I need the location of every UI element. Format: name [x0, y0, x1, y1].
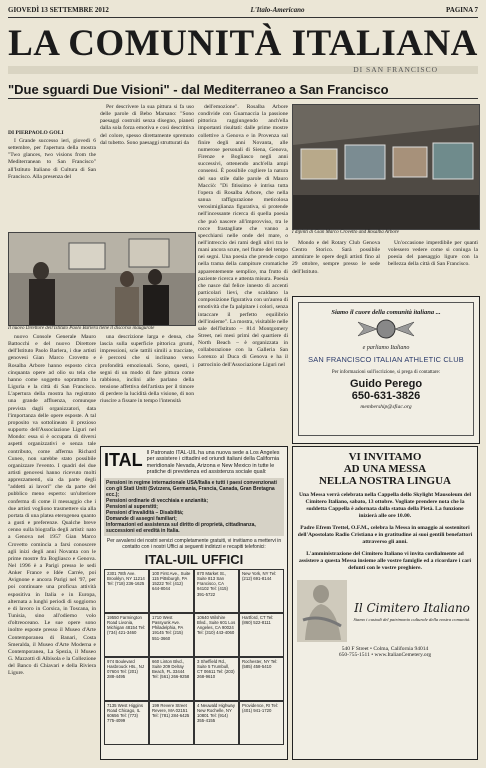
- header-rule: [8, 17, 478, 18]
- article-text: Per descrivere la sua pittura si fa uso delle parole di Bebo Marsano: "Sono paesaggi costruiti senza disegno, pianeti dalla sola forza emotiva e così descrittiva del colore, spesso direttamente spremuto dal tubetto. Sono paesaggi strutturati da: [100, 104, 194, 146]
- ital-bullet: Pensioni in regime internazionale USA/Italia e tutti i paesi convenzionati con gli Stati Uniti (Svizzera, Germania, Francia, Canada, Gran Bretagna ecc.);: [106, 480, 277, 499]
- article-byline: DI PIERPAOLO GOLI: [8, 130, 64, 136]
- article-column-3: [198, 104, 288, 442]
- mass-title-1: VI INVITAMO: [348, 451, 422, 463]
- ital-offices-title: ITAL-UIL UFFICI: [144, 552, 244, 568]
- mass-title-3: NELLA NOSTRA LINGUA: [318, 475, 452, 487]
- headline-rule: [8, 98, 478, 99]
- cemetery-address: 540 F Street • Colma, California 94014: [341, 646, 429, 652]
- cemetery-logo-block: [351, 601, 473, 622]
- athletic-club-frame: [298, 302, 474, 436]
- article-text: una descrizione larga e densa, che lascia sulla superficie pittorica grumi, impressioni, scie tattili simili a tracciate, è percorsi che si inclinano verso profondità emozionali. Sono, questi, i segni di un modo di fare pittura come rabbioso, inclini alle parlano della tensione affettiva dell'artista per il timore di perdere la lucidità della visione, di non riuscire a fissare in tempo l'intensità: [100, 334, 194, 405]
- photo-caption-2: I dipinti di Gian Marco Crovetto and Rosalba Arbore: [292, 230, 399, 235]
- article-text: I Grande successo ieri, giovedì 6 settembre, per l'apertura della mostra "Two glances, two visions from the Mediterranean to San Francisco" all'Istituto Italiano di Cultura di San Francisco. Alla presenza del: [8, 138, 96, 180]
- mass-paragraph-2: Padre Efrem Trettel, O.F.M., celebra la Messa in omaggio ai sostenitori dell'Apostolato Radio Cristiana e in gratitudine ai suoi gentili benefattori attraverso gli anni.: [297, 525, 473, 545]
- article-column-4: [292, 240, 380, 290]
- article-column-1-continued: [8, 334, 96, 744]
- ital-intro: Il Patronato ITAL-UIL ha una nuova sede a Los Angeles per assistere i cittadini ed oriundi italiani della California meridionale Nevada, Arizona e New Mexico in tutte le pratiche di previdenza ed assistenza sociale quali:: [146, 450, 280, 475]
- office-cell: New York, NY Tel: (212) 691-8144: [239, 569, 284, 613]
- club-contact-info: Per informazioni sull'iscrizione, si prega di contattare:: [331, 370, 441, 375]
- office-cell: 3 Sheffield Rd., Suite 5 Trumbull, CT 06611 Tel: (203) 268-9610: [194, 657, 239, 701]
- photo-caption-1: Il nuovo Direttore dell'Istituto Paolo Barlera tiene il discorso inaugurale: [8, 326, 155, 331]
- ital-bullet: Domande di assegni familiari;: [106, 516, 177, 523]
- ital-bullet: Informazioni ed assistenza sul diritto di proprietà, cittadinanza, successioni ed eredità in Italia.: [106, 522, 256, 535]
- article-column-5: [388, 240, 478, 290]
- office-cell: Rochester, NY Tel: (585) 458-5410: [239, 657, 284, 701]
- office-cell: 100 First Ave., Suite 115 Pittsburgh, PA 15222 Tel: (412) 644-8044: [149, 569, 194, 613]
- cemetery-logo: Il Cimitero Italiano: [354, 600, 470, 615]
- inauguration-photo-image: [9, 233, 195, 325]
- ital-bullet: Pensioni ai superstiti;: [106, 504, 158, 511]
- article-text: dell'emozione". Rosalba Arbore condivide con Guarnaccia la passione pittorica raggiungendo anch'ella importanti risultati: dalle prime mostre collettive a Genova e in Provenza sul finire degli anni Novanta, alle numerose personali di Siena, Genova, Firenze e Bogliasco negli anni successivi, ottenendo anch'ella ampi consensi. È possibile cogliere la natura del suo stile dalle parole di Mauro Macciò: "Di fitissimo è intrisa tutta l'opera di Rosalba Arbore, che nella sanua raffigurazione meticolosa verosimiglianza figurativa, si protende nell'incessante ricerca di quella poesia che può nascere all'improvviso, tra le rocce frastagliate che vanno a specchiarsi nelle onde del mare, o nell'intreccio dei rami degli ulivi tra le mani ancora scure, nel fiume del tempo nei segni. Una poesia che prende corpo nella trama della campiture cromatiche apparentemente semplice, ma frutto di paziente ricerca e attenta misura. Poesia che nasce dal felice innesto di accenti particolari lievi, che scaldano la composizione figurativa con un'aurea di emotività che fa palpitare i colori, senza intaccare il perfetto equilibrio dell'insieme". La mostra, visitabile nelle sale dell'Istituto – 814 Montgomery Street, nei mesi primi del quartiere di North Beach – è organizzata in collaborazione con la Galleria San Lorenzo al Duca di Genova e ha il patrocinio dell'Associazione Liguri nel: [198, 104, 288, 368]
- club-name: SAN FRANCISCO ITALIAN ATHLETIC CLUB: [308, 355, 464, 364]
- mass-paragraph-3: L'amministrazione del Cimitero Italiano vi invita cordialmente ad assistere a questa Messa insieme alle vostre famiglie ed a ricordare i cari defunti con le vostre preghiere.: [298, 551, 472, 571]
- article-text: Un'occasione imperdibile per quanti volessero vedere come si coniuga la poesia del paesaggio ligure con la bellezza della città di San Francisco.: [388, 240, 478, 268]
- article-column-1: [8, 138, 96, 230]
- ital-bullet: Pensioni d'invalidità – Disabilità;: [106, 510, 184, 517]
- contact-email: membership@sfiac.org: [360, 404, 412, 410]
- office-cell: 974 Boulevard Hasbrouck Hts., NJ 07604 Tel: (201) 288-4495: [104, 657, 149, 701]
- office-cell: 19550 Farmington Road Livonia, Michigan 48154 Tel: (734) 421-3460: [104, 613, 149, 657]
- contact-name: Guido Perego: [349, 378, 423, 390]
- office-cell: Providence, RI Tel: (401) 941-1720: [239, 701, 284, 745]
- office-cell: 2301 78th Ave. Brooklyn, NY 11214 Tel: (718) 236-1625: [104, 569, 149, 613]
- cemetery-tagline: Siamo i custodi del patrimonio culturale della nostra comunità.: [353, 616, 471, 622]
- mass-title-2: AD UNA MESSA: [343, 463, 427, 475]
- contact-phone: 650-631-3826: [351, 390, 421, 402]
- cemetery-contact: 650-755-1511 • www.ItalianCemetery.org: [338, 652, 432, 658]
- ital-logo: ITAL: [104, 450, 143, 470]
- issue-date: GIOVEDÌ 13 SETTEMBRE 2012: [8, 6, 109, 14]
- office-cell: 870 Market St., Suite 813 San Francisco, CA 94102 Tel: (415) 391-5722: [194, 569, 239, 613]
- ad-line-1: Siamo il cuore della comunità italiana ...: [331, 309, 441, 316]
- page-number: PAGINA 7: [446, 6, 478, 14]
- article-text: Mondo e del Rotary Club Genova Centro Storico. Sarà possibile ammirare le opere degli artisti fino al 29 ottobre, sempre presso le sede dell'Istituto.: [292, 240, 380, 275]
- winged-logo-icon: [356, 318, 416, 340]
- pieta-statue-image: [297, 580, 347, 642]
- office-cell: 660 Linton Blvd., Suite 209 Delray Beach, FL 33444 Tel: (561) 266-9258: [149, 657, 194, 701]
- ital-bullet: Pensioni ordinarie di vecchiaia e anzianità;: [106, 498, 208, 505]
- athletic-club-ad: [292, 296, 480, 444]
- office-cell: Hartford, CT Tel: (860) 522-8111: [239, 613, 284, 657]
- office-cell: 7135 West Higgins Road Chicago, IL 60656 Tel: (773) 775-4099: [104, 701, 149, 745]
- office-cell: 1710 West Passyunk Ave. Philadelphia, PA 19145 Tel: (215) 551-3660: [149, 613, 194, 657]
- page-header: [8, 5, 478, 15]
- newspaper-name: L'Italo-Americano: [250, 6, 305, 14]
- office-cell: 199 Revere Street Revere, MA 02151 Tel: (781) 284-6425: [149, 701, 194, 745]
- paintings-photo-image: [293, 105, 479, 229]
- article-column-2-continued: [100, 334, 194, 442]
- paintings-photo: [292, 104, 480, 230]
- cemetery-logo-row: [297, 580, 473, 642]
- section-title: LA COMUNITÀ ITALIANA: [8, 23, 478, 64]
- mass-paragraph-1: Una Messa verrà celebrata nella Cappella dello Skylight Mausoleum del Cimitero Italiano, sabato, 13 ottobre. Vogliate prendere nota che la suddetta Cappella è adornata dalla statua della Pietà. La funzione inizierà alle ore 10.00.: [299, 492, 471, 519]
- article-text: nuovo Console Generale Mauro Battocchi e del nuovo Direttore dell'Istituto Paolo Barlera, i due artisti genovesi Gian Marco Crovetto e Rosalba Arbore hanno esposto circa cinquanta opere ad olio su tela che hanno come soggetto soprattutto la Liguria e la città di San Francisco. L'apertura della mostra ha registrato una grande affluenza, comunque prevista dagli organizzatori, data l'importanza delle opere esposte. A tal proposito va sottolineato il prezioso supporto dell'Associazione Liguri nel Mondo: essa si è occupata di diversi aspetti organizzativi e senza tale contributo, come afferma Richard Cuneo, non sarebbe stato possibile organizzare l'evento. I quadri dei due artisti genovesi hanno ricevuto molti apprezzamenti, sia da parte degli "addetti ai lavori" che da parte del pubblico meno esperto: un'ulteriore conferma di come il messaggio che i due artisti vogliono trasmettere sia alla portata di una platea eterogenea quanto a gusti e preferenze. Qualche breve cenno sulla biografia degli artisti: nato a Genova nel 1957 Gian Marco Crovetto comincia a farsi conoscere agli inizi degli anni Novanta con le prime mostre fra Bogliasco e Genova. Nel 1996 è a Parigi presso le sedi Anker France e Idée Carrée, poi Avignone e ancora Parigi nel '97, per poi continuare una proficua attività espositiva in Italia e in Europa, alternata a lunghi periodi di soggiorno e di lavoro in Corsica, in Toscana, in Tunisia, sino all'odierno volo d'oltreoceano. Le sue opere sono inoltre esposte presso il Museo d'Arte Contemporanea di Banari, Costa Smeralda, il Museo d'Arte Moderna e Contemporanea, La Spezia, il Museo G. Mazzotti di Albisola e la Collezione del Banco di Chiavari e della Riviera Ligure.: [8, 334, 96, 677]
- ital-bullets: [104, 478, 284, 536]
- inauguration-photo: [8, 232, 196, 326]
- article-column-2: [100, 104, 194, 230]
- ital-footer: Per avvalersi dei nostri servizi completamente gratuiti, vi invitiamo a mettervi in contatto con i nostri Uffici ai seguenti indirizzi e recapiti telefonici:: [106, 538, 282, 551]
- article-headline: "Due sguardi Due Visioni" - dal Mediterraneo a San Francisco: [8, 82, 389, 97]
- ital-offices-grid: [104, 569, 284, 745]
- ital-header: [104, 450, 284, 475]
- ad-line-2: e parliamo Italiano: [362, 345, 410, 351]
- cemetery-mass-ad: [292, 446, 478, 760]
- office-cell: 4 Neuwald Highway New Rochelle, NY 10801 Tel: (914) 355-4155: [194, 701, 239, 745]
- strap-text: DI SAN FRANCISCO: [353, 65, 438, 74]
- office-cell: 10640 Wilshire Blvd., Suite 601 Los Angeles, CA 90024 Tel: (310) 443-4060: [194, 613, 239, 657]
- ital-uil-ad: [100, 446, 288, 760]
- section-strap: [8, 66, 478, 74]
